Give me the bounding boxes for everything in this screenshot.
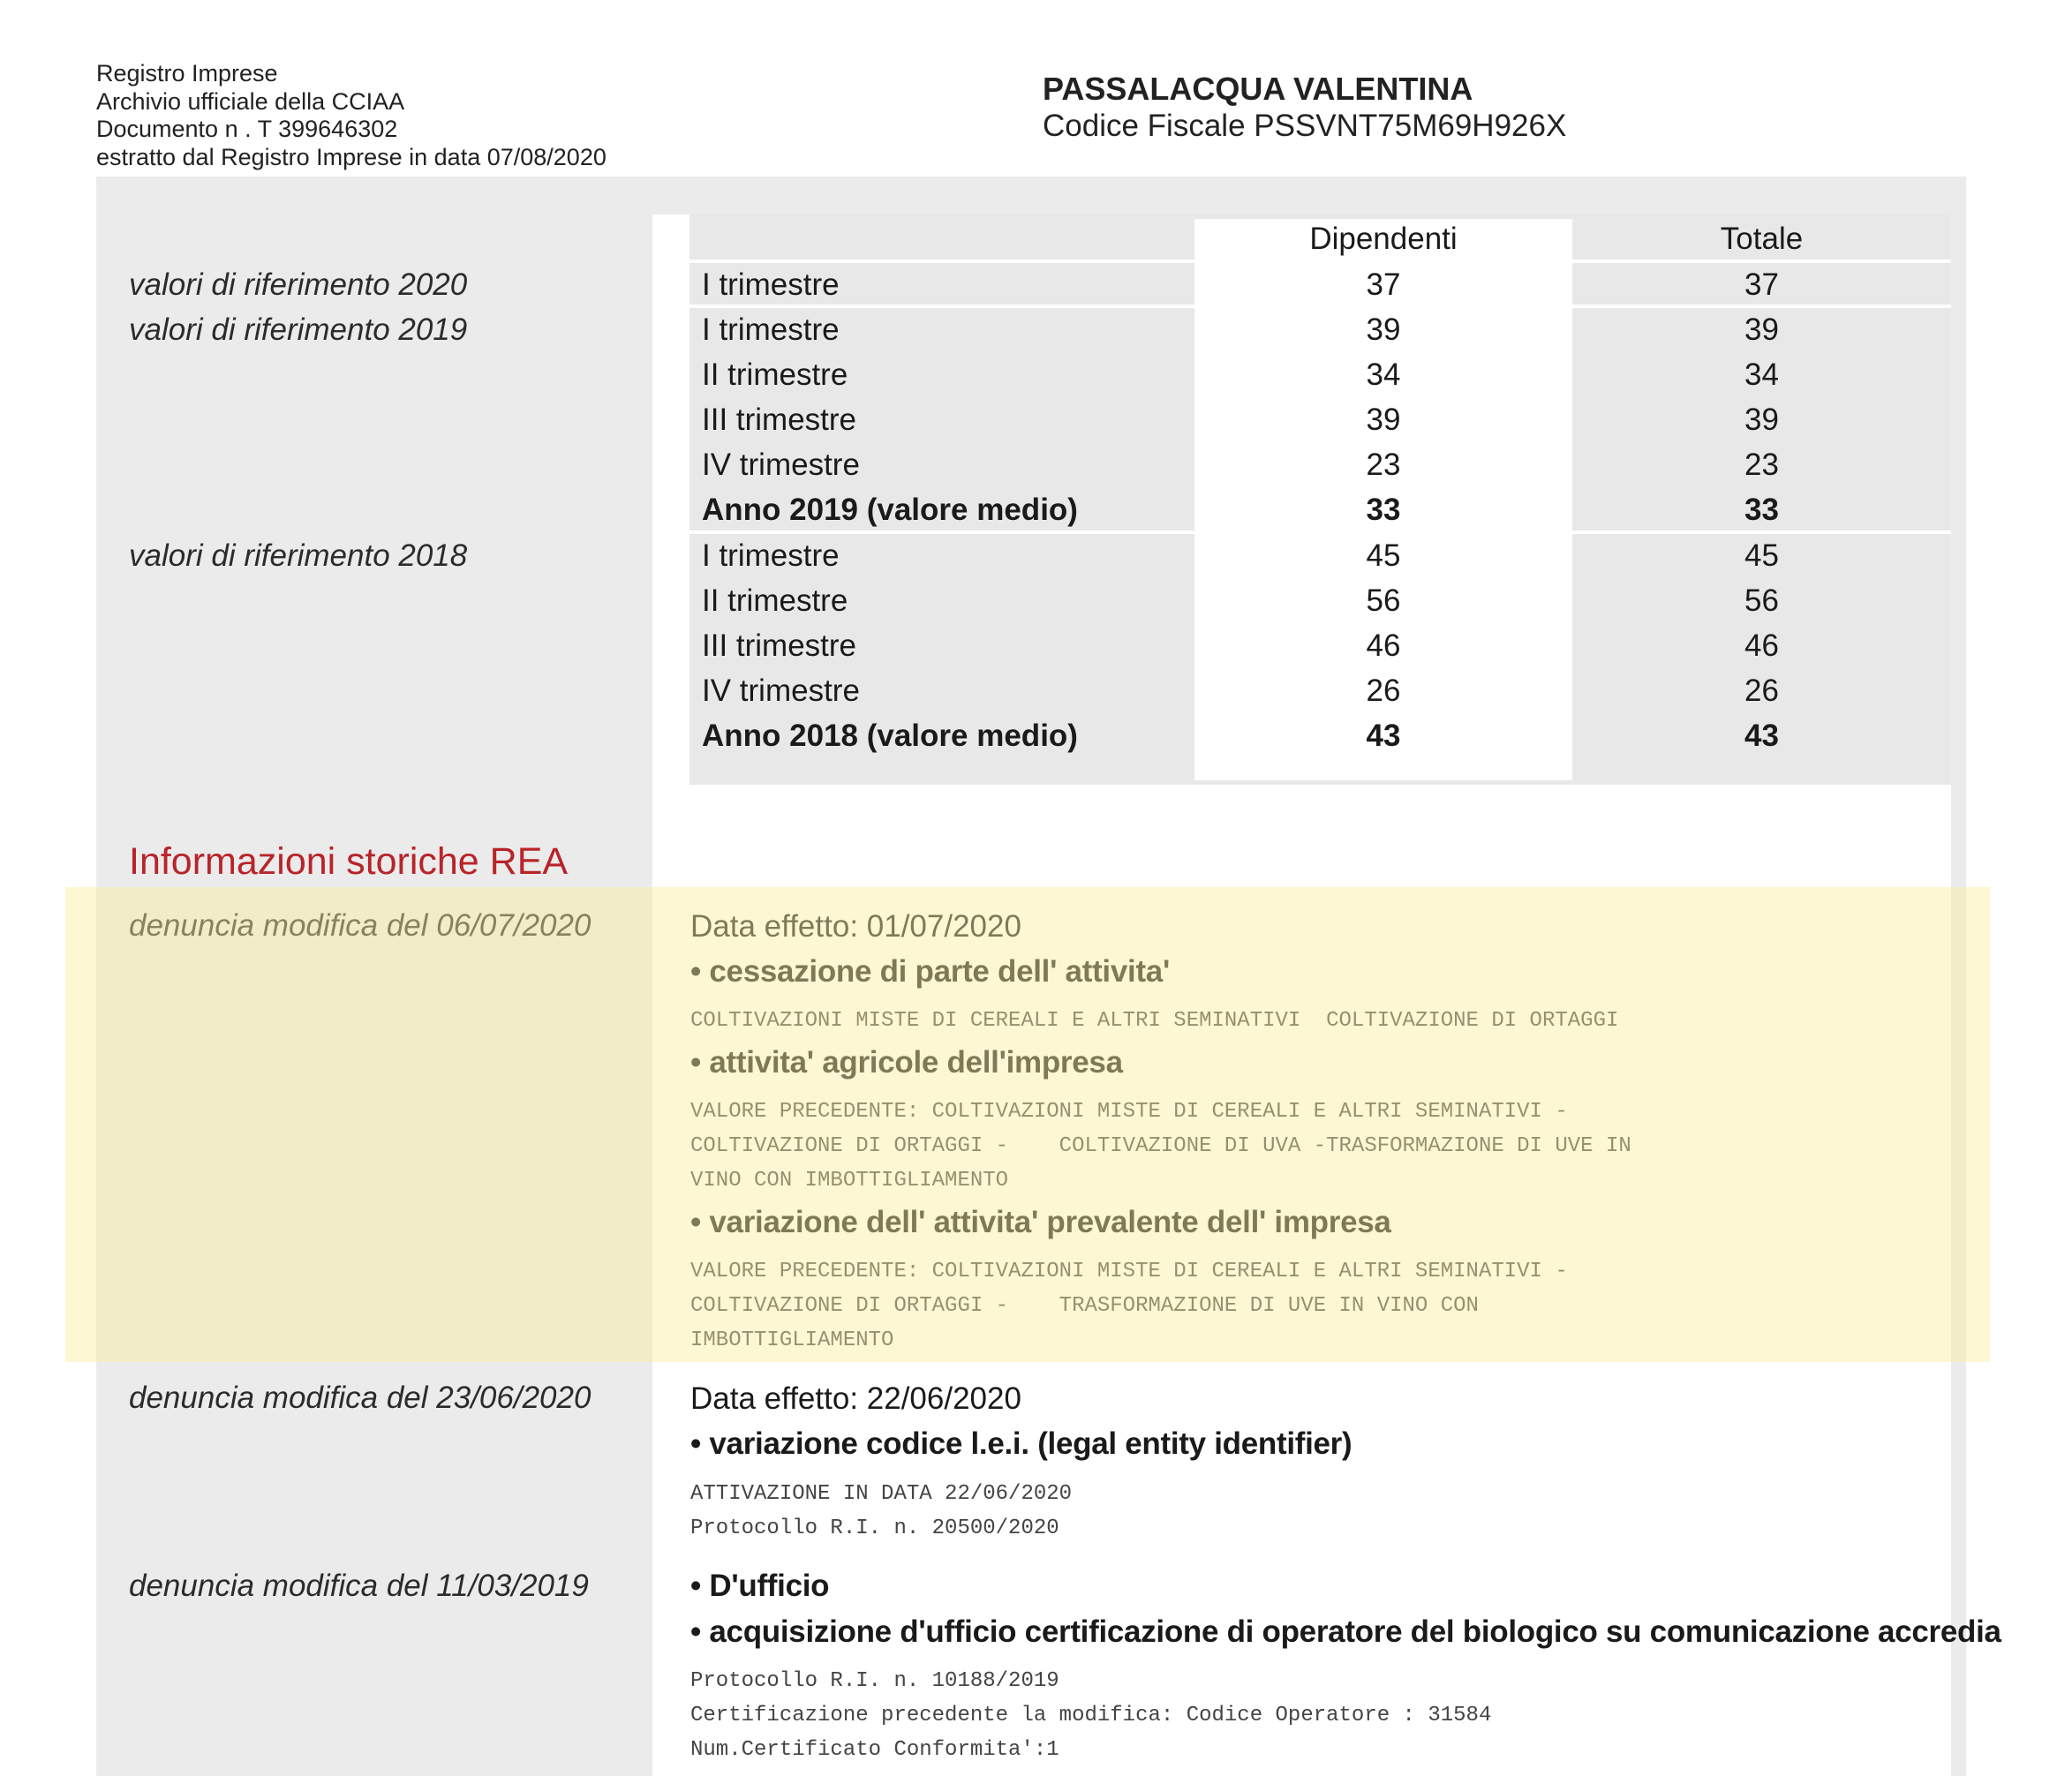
row-dipendenti: 45 [1366, 538, 1401, 573]
row-totale: 34 [1744, 357, 1779, 392]
row-label: II trimestre [702, 583, 848, 618]
event-detail: COLTIVAZIONE DI ORTAGGI - COLTIVAZIONE DI UVA -TRASFORMAZIONE DI UVE IN [690, 1134, 1631, 1158]
table-row [689, 307, 1951, 352]
document-header-info [96, 60, 607, 171]
table-row [689, 442, 1951, 487]
row-totale: 43 [1744, 719, 1779, 753]
event-detail: Num.Certificato Conformita':1 [690, 1738, 1059, 1762]
event-effect-date: Data effetto: 01/07/2020 [690, 909, 1021, 944]
row-dipendenti: 39 [1366, 312, 1401, 347]
row-dipendenti: 39 [1366, 403, 1401, 437]
row-label: I trimestre [702, 312, 840, 347]
event-detail: Protocollo R.I. n. 10188/2019 [690, 1669, 1059, 1693]
row-totale: 46 [1744, 628, 1779, 663]
row-totale: 45 [1744, 538, 1779, 573]
column-header-totale: Totale [1720, 222, 1804, 256]
event-effect-date: Data effetto: 22/06/2020 [690, 1381, 1021, 1416]
table-row [689, 668, 1951, 713]
section-title: Informazioni storiche REA [129, 840, 569, 883]
row-totale: 33 [1744, 493, 1779, 527]
row-totale: 37 [1744, 267, 1779, 302]
row-totale: 56 [1744, 583, 1779, 618]
column-header-dipendenti: Dipendenti [1309, 222, 1458, 256]
row-dipendenti: 43 [1366, 719, 1401, 753]
highlight-band [65, 887, 1990, 1362]
event-detail: COLTIVAZIONE DI ORTAGGI - TRASFORMAZIONE DI UVE IN VINO CON [690, 1294, 1479, 1318]
event-bullet: • acquisizione d'ufficio certificazione di operatore del biologico su comunicazione accredia [690, 1614, 2001, 1649]
event-detail: Certificazione precedente la modifica: Codice Operatore : 31584 [690, 1704, 1492, 1727]
event-detail: ATTIVAZIONE IN DATA 22/06/2020 [690, 1482, 1073, 1506]
row-totale: 26 [1744, 674, 1779, 708]
event-detail: IMBOTTIGLIAMENTO [690, 1328, 894, 1352]
event-bullet: • variazione dell' attivita' prevalente dell' impresa [690, 1205, 1391, 1239]
row-dipendenti: 33 [1366, 493, 1401, 527]
event-detail: VINO CON IMBOTTIGLIAMENTO [690, 1169, 1009, 1193]
row-totale: 39 [1744, 403, 1779, 437]
row-label: IV trimestre [702, 674, 860, 708]
row-label: III trimestre [702, 403, 857, 437]
table-row [689, 533, 1951, 578]
row-label: I trimestre [702, 267, 840, 302]
event-label: denuncia modifica del 11/03/2019 [129, 1569, 589, 1603]
row-dipendenti: 26 [1366, 674, 1401, 708]
table-row [689, 623, 1951, 668]
row-label: I trimestre [702, 538, 840, 573]
table-row [689, 578, 1951, 623]
row-label: III trimestre [702, 628, 857, 663]
company-name: PASSALACQUA VALENTINA [1043, 71, 1473, 107]
ref-label-2019: valori di riferimento 2019 [129, 312, 468, 347]
event-detail: VALORE PRECEDENTE: COLTIVAZIONI MISTE DI CEREALI E ALTRI SEMINATIVI - [690, 1260, 1568, 1283]
event-bullet: • D'ufficio [690, 1569, 830, 1603]
event-bullet: • attivita' agricole dell'impresa [690, 1045, 1123, 1080]
event-label: denuncia modifica del 23/06/2020 [129, 1381, 591, 1415]
table-row [689, 397, 1951, 442]
codice-fiscale: Codice Fiscale PSSVNT75M69H926X [1043, 109, 1567, 143]
table-row-average [689, 487, 1951, 532]
row-label: IV trimestre [702, 448, 860, 482]
row-label: Anno 2018 (valore medio) [702, 719, 1078, 753]
table-row [689, 262, 1951, 307]
ref-label-2018: valori di riferimento 2018 [129, 538, 468, 573]
company-header [1043, 71, 1566, 145]
event-detail: VALORE PRECEDENTE: COLTIVAZIONI MISTE DI CEREALI E ALTRI SEMINATIVI - [690, 1100, 1568, 1124]
header-line-archivio: Archivio ufficiale della CCIAA [96, 87, 405, 115]
row-label: Anno 2019 (valore medio) [702, 493, 1078, 527]
row-label: II trimestre [702, 357, 848, 392]
table-row-average [689, 713, 1951, 758]
ref-label-2020: valori di riferimento 2020 [129, 267, 468, 302]
event-label: denuncia modifica del 06/07/2020 [129, 908, 591, 943]
row-totale: 23 [1744, 448, 1779, 482]
row-dipendenti: 23 [1366, 448, 1401, 482]
header-line-documento: Documento n . T 399646302 [96, 116, 398, 142]
event-detail: COLTIVAZIONI MISTE DI CEREALI E ALTRI SEMINATIVI COLTIVAZIONE DI ORTAGGI [690, 1009, 1619, 1033]
row-dipendenti: 34 [1366, 357, 1401, 392]
event-bullet: • cessazione di parte dell' attivita' [690, 954, 1170, 989]
row-dipendenti: 56 [1366, 583, 1401, 618]
event-detail: Protocollo R.I. n. 20500/2020 [690, 1516, 1059, 1540]
row-dipendenti: 37 [1366, 267, 1401, 302]
header-line-registro: Registro Imprese [96, 60, 278, 87]
row-totale: 39 [1744, 312, 1779, 347]
table-row [689, 352, 1951, 397]
header-line-estratto: estratto dal Registro Imprese in data 07/08/2020 [96, 143, 607, 170]
row-dipendenti: 46 [1366, 628, 1401, 663]
event-bullet: • variazione codice l.e.i. (legal entity identifier) [690, 1426, 1352, 1461]
